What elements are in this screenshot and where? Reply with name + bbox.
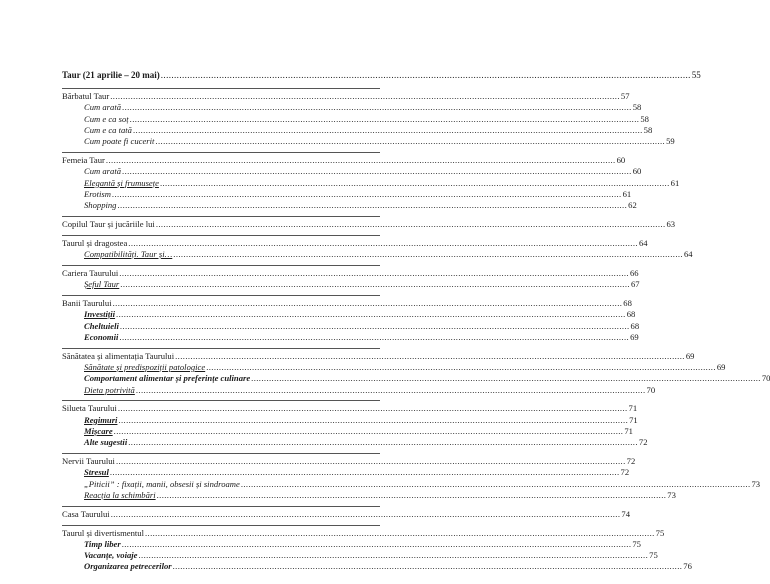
entry-label: Reacția la schimbări — [84, 489, 156, 500]
entry-label: Nervii Taurului — [62, 456, 115, 467]
entry-label: Cariera Taurului — [62, 267, 119, 278]
toc-subentry-row — [62, 384, 656, 396]
leader-dots: ........................................................................................................................................................................................................ — [117, 200, 628, 211]
page-number: 62 — [628, 200, 637, 211]
toc-subentry-row — [62, 437, 648, 448]
page-number: 61 — [622, 188, 632, 199]
toc-subentry-row — [62, 561, 692, 572]
toc-subentry-row — [62, 467, 630, 478]
toc-subentry-row — [62, 166, 642, 177]
page-number: 72 — [626, 456, 636, 467]
page-number: 67 — [630, 279, 640, 290]
leader-dots: ........................................................................................................................................................................................................ — [128, 237, 638, 248]
page-number: 57 — [620, 91, 630, 101]
page-number: 72 — [620, 467, 630, 478]
toc-subentry-row — [62, 538, 641, 550]
entry-label: Timp liber — [84, 538, 121, 549]
toc-subentry-row — [62, 550, 658, 561]
leader-dots: ........................................................................................................................................................................................................ — [175, 350, 685, 361]
entry-label: Taurul și dragostea — [62, 237, 128, 248]
page-number: 55 — [691, 70, 701, 80]
page-number: 59 — [666, 136, 675, 147]
entry-label: Elegantă și frumusețe — [84, 177, 159, 188]
entry-label: Alte sugestii — [84, 437, 128, 448]
page-number: 71 — [629, 414, 638, 425]
leader-dots: ........................................................................................................................................................................................................ — [132, 124, 643, 135]
chapter-title: Taur (21 aprilie – 20 mai) — [62, 70, 160, 80]
entry-label: Cheltuieli — [84, 320, 119, 331]
toc-sections — [62, 88, 770, 573]
toc-subentry-row — [62, 113, 649, 125]
leader-dots: ........................................................................................................................................................................................................ — [105, 154, 616, 165]
entry-label: Femeia Taur — [62, 154, 105, 165]
toc-subentry-row — [62, 124, 653, 136]
leader-dots: ........................................................................................................................................................................................................ — [160, 70, 691, 80]
toc-subentry-row — [62, 414, 638, 426]
entry-label: Cum e ca tată — [84, 124, 132, 135]
entry-label: Organizarea petrecerilor — [84, 561, 172, 572]
entry-label: Cum arată — [84, 166, 122, 177]
page-number: 70 — [761, 373, 770, 384]
entry-label: Investiții — [84, 309, 116, 320]
leader-dots: ........................................................................................................................................................................................................ — [110, 91, 620, 101]
entry-label: Sănătatea și alimentația Taurului — [62, 350, 175, 361]
leader-dots: ........................................................................................................................................................................................................ — [110, 508, 621, 519]
leader-dots: ........................................................................................................................................................................................................ — [122, 102, 632, 113]
leader-dots: ........................................................................................................................................................................................................ — [135, 384, 646, 395]
page-number: 60 — [616, 154, 626, 165]
toc-section-row — [62, 235, 648, 249]
toc-title-row — [62, 70, 701, 88]
page-number: 68 — [630, 320, 640, 331]
toc-section-row — [62, 295, 632, 309]
leader-dots: ........................................................................................................................................................................................................ — [251, 373, 761, 384]
toc-section-row — [62, 152, 626, 166]
toc-section-row — [62, 400, 638, 414]
entry-label: Sănătate și predispoziții patologice — [84, 361, 206, 372]
entry-label: Casa Taurului — [62, 508, 110, 519]
page-number: 69 — [685, 350, 695, 361]
leader-dots: ........................................................................................................................................................................................................ — [120, 279, 630, 290]
toc-subentry-row — [62, 309, 636, 320]
toc-subentry-row — [62, 331, 639, 343]
page-number: 71 — [628, 403, 638, 414]
entry-label: Comportament alimentar și preferințe culinare — [84, 373, 251, 384]
page-number: 63 — [666, 218, 676, 229]
toc-subentry-row — [62, 425, 633, 437]
entry-label: Compatibilități. Taur și… — [84, 249, 173, 260]
entry-label: Șeful Taur — [84, 279, 120, 290]
entry-label: Silueta Taurului — [62, 403, 117, 414]
page-number: 75 — [655, 527, 665, 538]
page-number: 73 — [751, 478, 761, 489]
leader-dots: ........................................................................................................................................................................................................ — [159, 177, 670, 188]
page-number: 69 — [630, 331, 639, 342]
leader-dots: ........................................................................................................................................................................................................ — [119, 320, 630, 331]
page-number: 73 — [667, 489, 676, 500]
toc-section-row — [62, 88, 630, 102]
leader-dots: ........................................................................................................................................................................................................ — [119, 331, 630, 342]
entry-label: Economii — [84, 331, 119, 342]
toc-subentry-row — [62, 177, 680, 189]
leader-dots: ........................................................................................................................................................................................................ — [111, 188, 622, 199]
page-number: 58 — [643, 124, 653, 135]
toc-subentry-row — [62, 279, 640, 290]
page-number: 71 — [624, 425, 633, 436]
leader-dots: ........................................................................................................................................................................................................ — [155, 136, 666, 147]
toc-subentry-row — [62, 373, 770, 384]
leader-dots: ........................................................................................................................................................................................................ — [121, 538, 632, 549]
entry-label: Copilul Taur și jucăriile lui — [62, 218, 155, 229]
leader-dots: ........................................................................................................................................................................................................ — [144, 527, 655, 538]
leader-dots: ........................................................................................................................................................................................................ — [173, 249, 683, 260]
entry-label: Mișcare — [84, 425, 113, 436]
page-number: 61 — [670, 177, 680, 188]
entry-label: Erotism — [84, 188, 111, 199]
toc-section-row — [62, 506, 630, 520]
page-number: 58 — [640, 113, 649, 124]
page-number: 74 — [621, 508, 630, 519]
page-number: 68 — [623, 297, 632, 308]
entry-label: Regimuri — [84, 414, 118, 425]
toc-section-row — [62, 453, 636, 467]
entry-label: Bărbatul Taur — [62, 91, 110, 101]
table-of-contents — [62, 70, 770, 573]
page-number: 66 — [629, 267, 639, 278]
entry-label: Dieta potrivită — [84, 384, 135, 395]
toc-subentry-row — [62, 188, 632, 200]
leader-dots: ........................................................................................................................................................................................................ — [118, 414, 629, 425]
entry-label: Banii Taurului — [62, 297, 112, 308]
leader-dots: ........................................................................................................................................................................................................ — [112, 297, 623, 308]
leader-dots: ........................................................................................................................................................................................................ — [206, 361, 716, 372]
leader-dots: ........................................................................................................................................................................................................ — [122, 166, 632, 177]
toc-subentry-row — [62, 136, 675, 147]
page-number: 64 — [638, 237, 648, 248]
page-number: 60 — [632, 166, 642, 177]
page-number: 72 — [638, 437, 648, 448]
page-number: 64 — [683, 249, 693, 260]
leader-dots: ........................................................................................................................................................................................................ — [119, 267, 629, 278]
leader-dots: ........................................................................................................................................................................................................ — [240, 478, 751, 489]
leader-dots: ........................................................................................................................................................................................................ — [115, 456, 626, 467]
toc-section-row — [62, 216, 676, 230]
entry-label: Vacanțe, voiaje — [84, 550, 138, 561]
leader-dots: ........................................................................................................................................................................................................ — [129, 113, 640, 124]
toc-subentry-row — [62, 200, 637, 211]
entry-label: Shopping — [84, 200, 117, 211]
leader-dots: ........................................................................................................................................................................................................ — [172, 561, 683, 572]
leader-dots: ........................................................................................................................................................................................................ — [155, 218, 666, 229]
leader-dots: ........................................................................................................................................................................................................ — [128, 437, 638, 448]
entry-label: Taurul și divertismentul — [62, 527, 144, 538]
toc-section-row — [62, 348, 695, 362]
page-number: 68 — [626, 309, 636, 320]
entry-label: „Piticii” : fixații, manii, obsesii și sindroame — [84, 478, 240, 489]
leader-dots: ........................................................................................................................................................................................................ — [138, 550, 649, 561]
page-number: 58 — [632, 102, 642, 113]
leader-dots: ........................................................................................................................................................................................................ — [116, 309, 626, 320]
page-number: 75 — [649, 550, 658, 561]
leader-dots: ........................................................................................................................................................................................................ — [109, 467, 620, 478]
toc-subentry-row — [62, 478, 761, 490]
leader-dots: ........................................................................................................................................................................................................ — [117, 403, 628, 414]
entry-label: Cum poate fi cucerit — [84, 136, 155, 147]
toc-subentry-row — [62, 489, 676, 501]
toc-subentry-row — [62, 249, 693, 260]
toc-subentry-row — [62, 361, 726, 373]
page-number: 75 — [632, 538, 641, 549]
toc-subentry-row — [62, 102, 642, 113]
toc-section-row — [62, 265, 639, 279]
leader-dots: ........................................................................................................................................................................................................ — [113, 425, 624, 436]
entry-label: Cum e ca soț — [84, 113, 129, 124]
leader-dots: ........................................................................................................................................................................................................ — [156, 489, 667, 500]
toc-section-row — [62, 525, 665, 539]
toc-subentry-row — [62, 320, 640, 332]
entry-label: Stresul — [84, 467, 109, 478]
page-number: 69 — [716, 361, 726, 372]
entry-label: Cum arată — [84, 102, 122, 113]
page-number: 70 — [646, 384, 656, 395]
page-number: 76 — [683, 561, 692, 572]
